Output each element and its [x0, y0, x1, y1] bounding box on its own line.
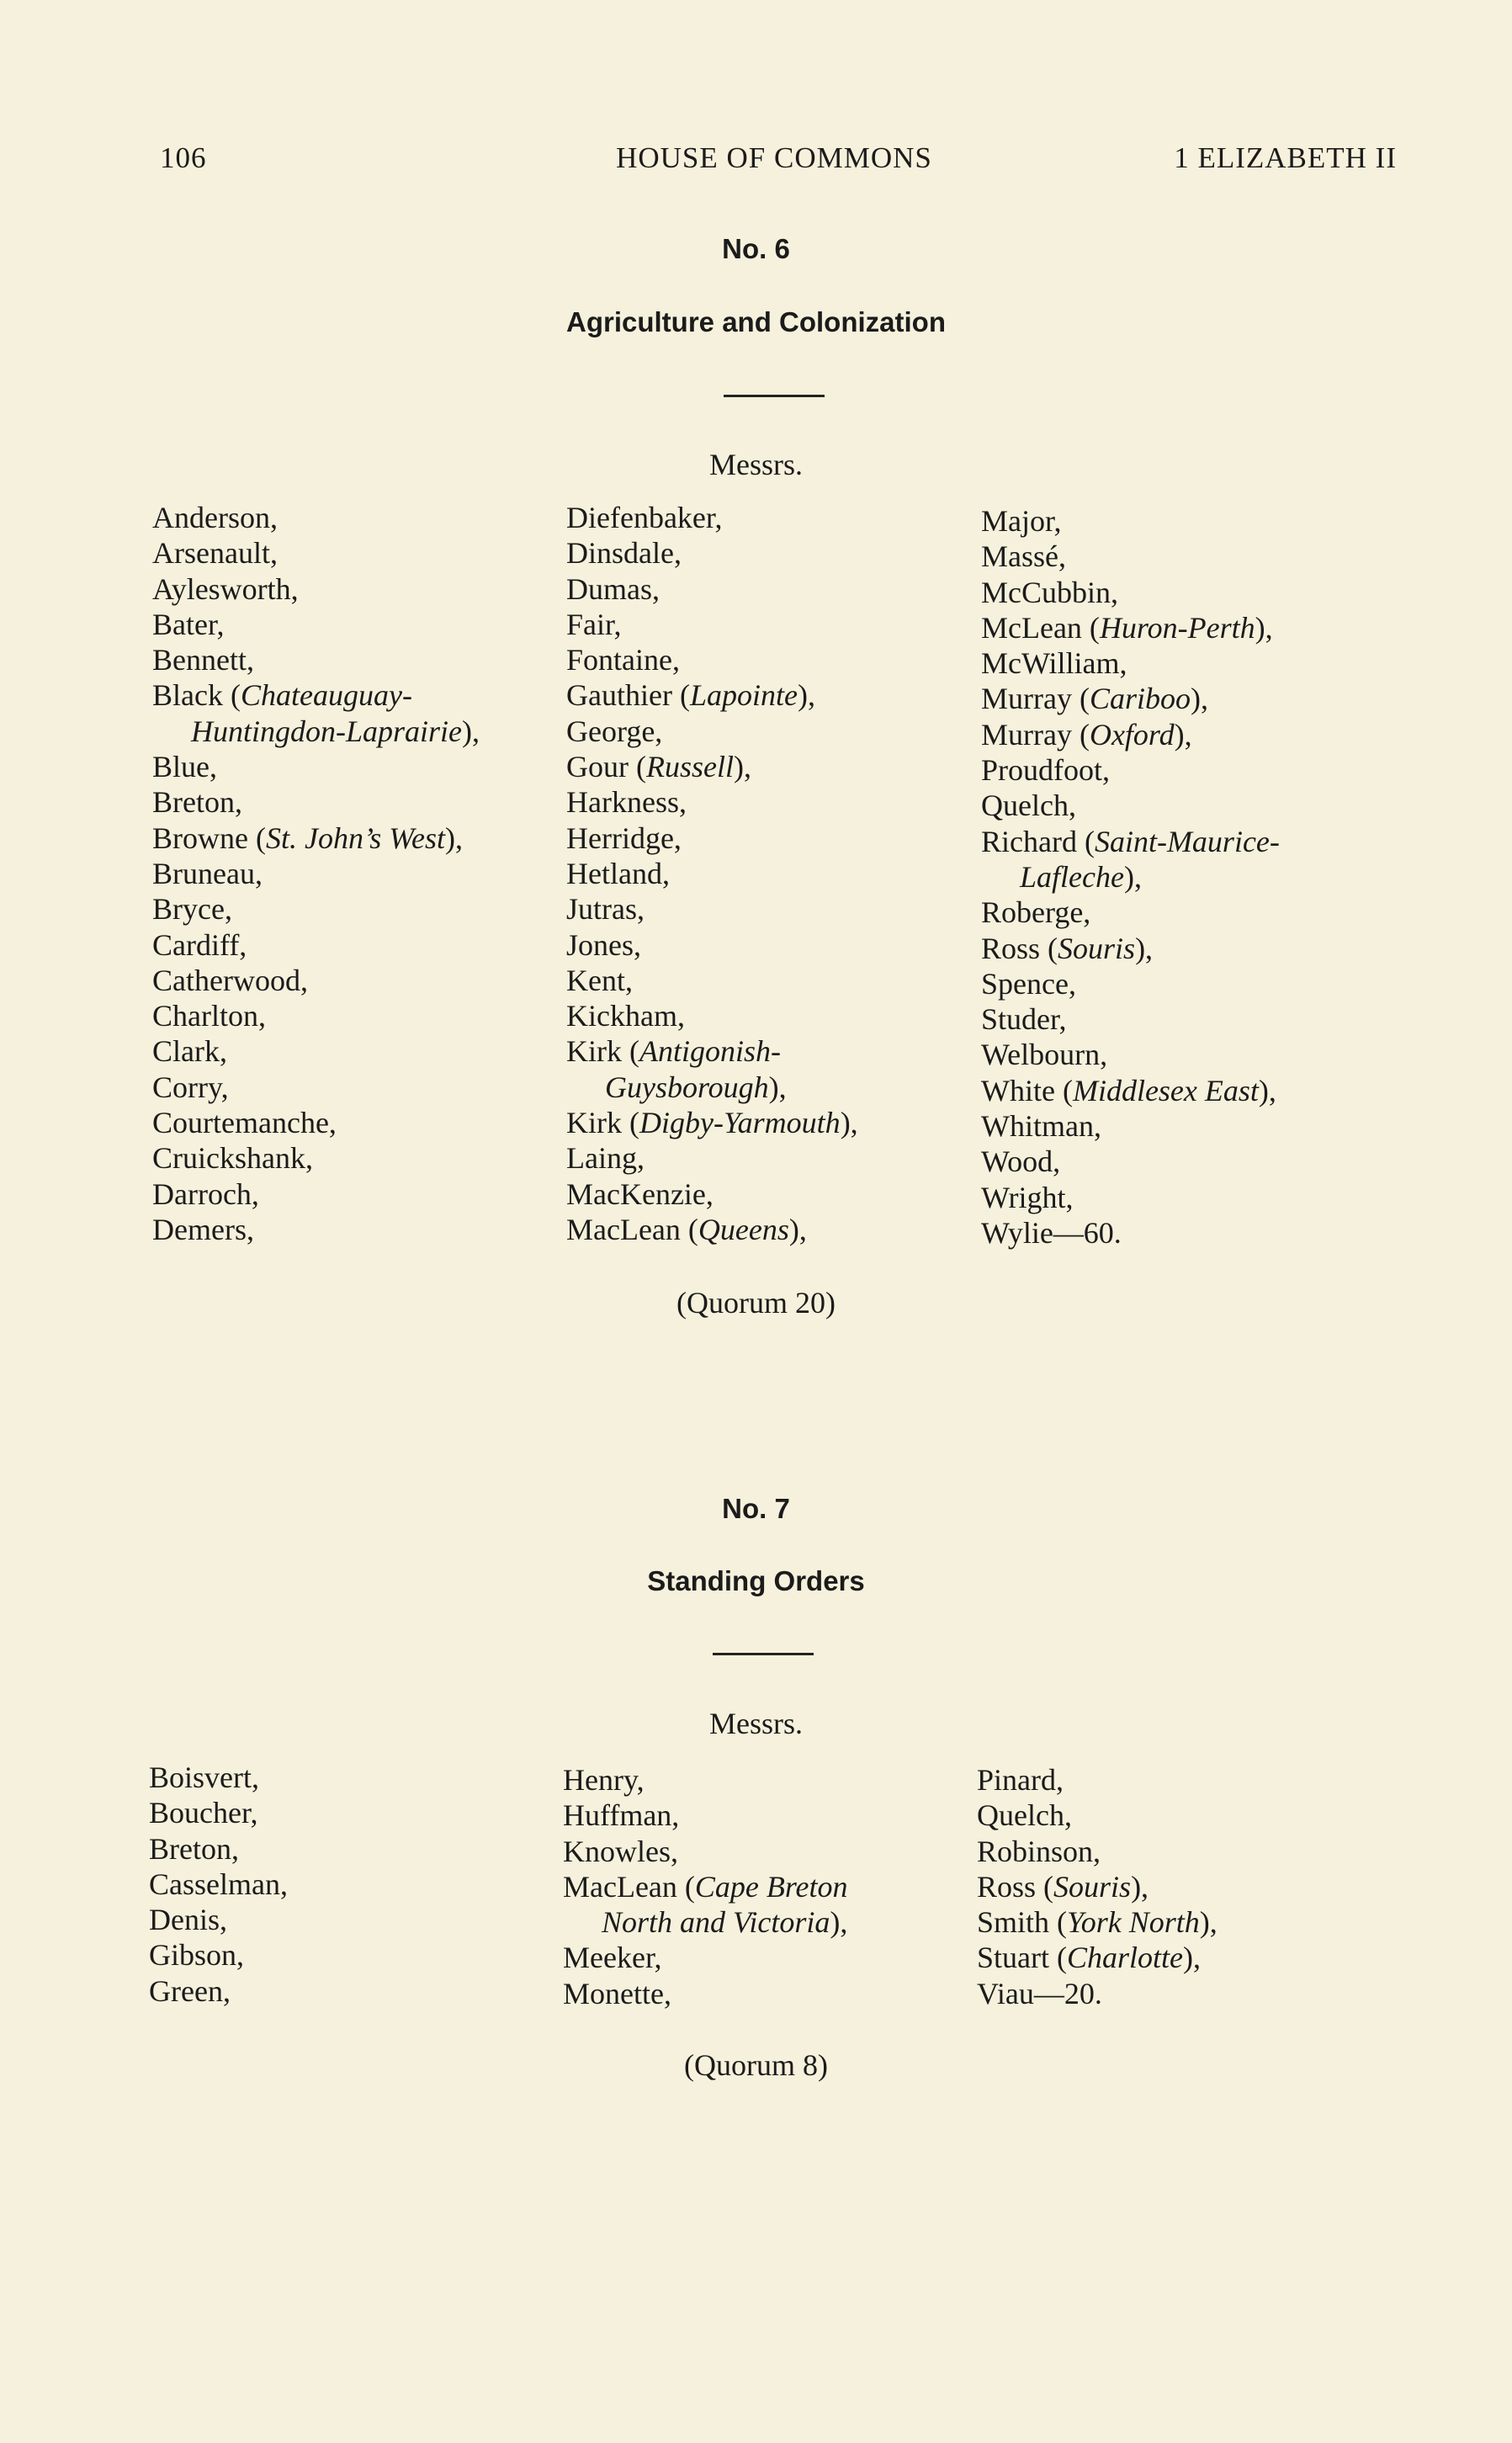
member-name: Gauthier (Lapointe),	[566, 678, 815, 713]
header-regnal: 1 ELIZABETH II	[1174, 141, 1397, 174]
member-name: Black (Chateauguay-	[152, 678, 412, 713]
member-name: Herridge,	[566, 821, 682, 855]
member-name: McLean (Huron-Perth),	[981, 610, 1273, 645]
committee-7-number: No. 7	[722, 1493, 790, 1524]
committee-7-name: Standing Orders	[647, 1565, 865, 1596]
member-name: Breton,	[149, 1831, 239, 1866]
member-name: Dinsdale,	[566, 536, 682, 571]
member-name: Wright,	[981, 1180, 1074, 1214]
member-name: Kirk (Antigonish-	[566, 1034, 781, 1069]
member-name: Robinson,	[977, 1834, 1101, 1868]
member-name-continuation: Huntingdon-Laprairie),	[191, 714, 480, 748]
committee-6-column-2	[566, 500, 858, 1247]
member-name: Bruneau,	[152, 856, 263, 890]
member-name: White (Middlesex East),	[981, 1073, 1276, 1107]
member-name: Proudfoot,	[981, 753, 1110, 788]
member-name: Denis,	[149, 1903, 227, 1937]
member-name: Murray (Cariboo),	[981, 682, 1208, 716]
member-name: Welbourn,	[981, 1038, 1108, 1072]
committee-6-number: No. 6	[722, 233, 790, 264]
member-name-continuation: Guysborough),	[605, 1070, 787, 1104]
member-name: Hetland,	[566, 856, 670, 890]
member-name: Henry,	[563, 1763, 645, 1797]
member-name: Viau—20.	[977, 1976, 1102, 2010]
member-name: Richard (Saint-Maurice-	[981, 824, 1280, 858]
member-name: Roberge,	[981, 895, 1091, 930]
member-name: Clark,	[152, 1034, 227, 1069]
member-name: Jones,	[566, 927, 641, 962]
member-name: Fontaine,	[566, 643, 680, 677]
page-header	[151, 141, 1397, 183]
member-name: Smith (York North),	[977, 1905, 1218, 1940]
member-name: Wylie—60.	[981, 1215, 1122, 1250]
committee-6-name: Agriculture and Colonization	[566, 306, 946, 337]
member-name: Monette,	[563, 1976, 671, 2010]
member-name-continuation: Lafleche),	[1020, 859, 1142, 894]
committee-7-quorum: (Quorum 8)	[684, 2048, 828, 2082]
member-name: Ross (Souris),	[977, 1869, 1149, 1904]
member-name: Kent,	[566, 963, 633, 997]
member-name: Catherwood,	[152, 963, 308, 997]
member-name: Pinard,	[977, 1763, 1064, 1797]
member-name: Massé,	[981, 539, 1066, 574]
member-name: Diefenbaker,	[566, 501, 723, 534]
committee-7-messrs: Messrs.	[708, 1707, 803, 1740]
committee-7-column-1	[149, 1760, 288, 2009]
member-name: McWilliam,	[981, 646, 1127, 681]
member-name: Kickham,	[566, 999, 685, 1033]
member-name: Arsenault,	[152, 536, 278, 571]
divider-rule	[724, 395, 825, 397]
member-name: Boisvert,	[149, 1761, 259, 1794]
member-name: Spence,	[981, 966, 1076, 1001]
member-name: Aylesworth,	[152, 571, 299, 606]
header-title: HOUSE OF COMMONS	[616, 141, 932, 174]
committee-6-messrs: Messrs.	[708, 448, 803, 481]
member-name: Darroch,	[152, 1176, 259, 1211]
member-name: MacLean (Cape Breton	[563, 1869, 848, 1904]
member-name: Green,	[149, 1973, 231, 2008]
member-name: Demers,	[152, 1212, 254, 1246]
member-name: Bater,	[152, 607, 225, 641]
member-name: Corry,	[152, 1070, 229, 1104]
member-name: Knowles,	[563, 1834, 678, 1868]
member-name: MacKenzie,	[566, 1176, 714, 1211]
member-name: Jutras,	[566, 892, 645, 927]
member-name: Laing,	[566, 1141, 645, 1176]
member-name: George,	[566, 714, 663, 748]
member-name: Harkness,	[566, 785, 687, 820]
member-name: Dumas,	[566, 571, 660, 606]
member-name: Ross (Souris),	[981, 931, 1154, 965]
member-name: Huffman,	[563, 1798, 680, 1833]
member-name: McCubbin,	[981, 575, 1119, 609]
committee-7-column-3	[977, 1762, 1218, 2011]
member-name: Major,	[981, 504, 1062, 538]
member-name-continuation: North and Victoria),	[602, 1905, 848, 1940]
member-name: Blue,	[152, 750, 217, 784]
divider-rule	[713, 1653, 814, 1655]
member-name: Gibson,	[149, 1938, 245, 1973]
member-name: Boucher,	[149, 1796, 258, 1830]
member-name: Murray (Oxford),	[981, 717, 1192, 751]
member-name: Bryce,	[152, 892, 232, 927]
member-name: Breton,	[152, 785, 242, 820]
member-name: Fair,	[566, 607, 622, 641]
member-name: Studer,	[981, 1002, 1067, 1037]
member-name: Cardiff,	[152, 927, 247, 962]
member-name: Cruickshank,	[152, 1141, 313, 1176]
member-name: Browne (St. John’s West),	[152, 821, 463, 855]
member-name: Anderson,	[152, 501, 278, 534]
member-name: Stuart (Charlotte),	[977, 1941, 1201, 1975]
member-name: Gour (Russell),	[566, 750, 751, 784]
member-name: MacLean (Queens),	[566, 1212, 807, 1246]
member-name: Casselman,	[149, 1867, 288, 1901]
member-name: Bennett,	[152, 643, 254, 677]
member-name: Wood,	[981, 1144, 1061, 1179]
member-name: Quelch,	[977, 1798, 1072, 1833]
page-number: 106	[160, 141, 207, 174]
member-name: Quelch,	[981, 789, 1076, 823]
member-name: Courtemanche,	[152, 1106, 337, 1140]
committee-6-quorum: (Quorum 20)	[676, 1286, 836, 1320]
member-name: Kirk (Digby-Yarmouth),	[566, 1106, 858, 1140]
member-name: Meeker,	[563, 1941, 662, 1975]
member-name: Charlton,	[152, 999, 266, 1033]
committee-7-column-2	[563, 1762, 848, 2011]
committee-6-column-3	[981, 503, 1280, 1251]
member-name: Whitman,	[981, 1109, 1101, 1144]
committee-6-column-1	[152, 500, 480, 1247]
